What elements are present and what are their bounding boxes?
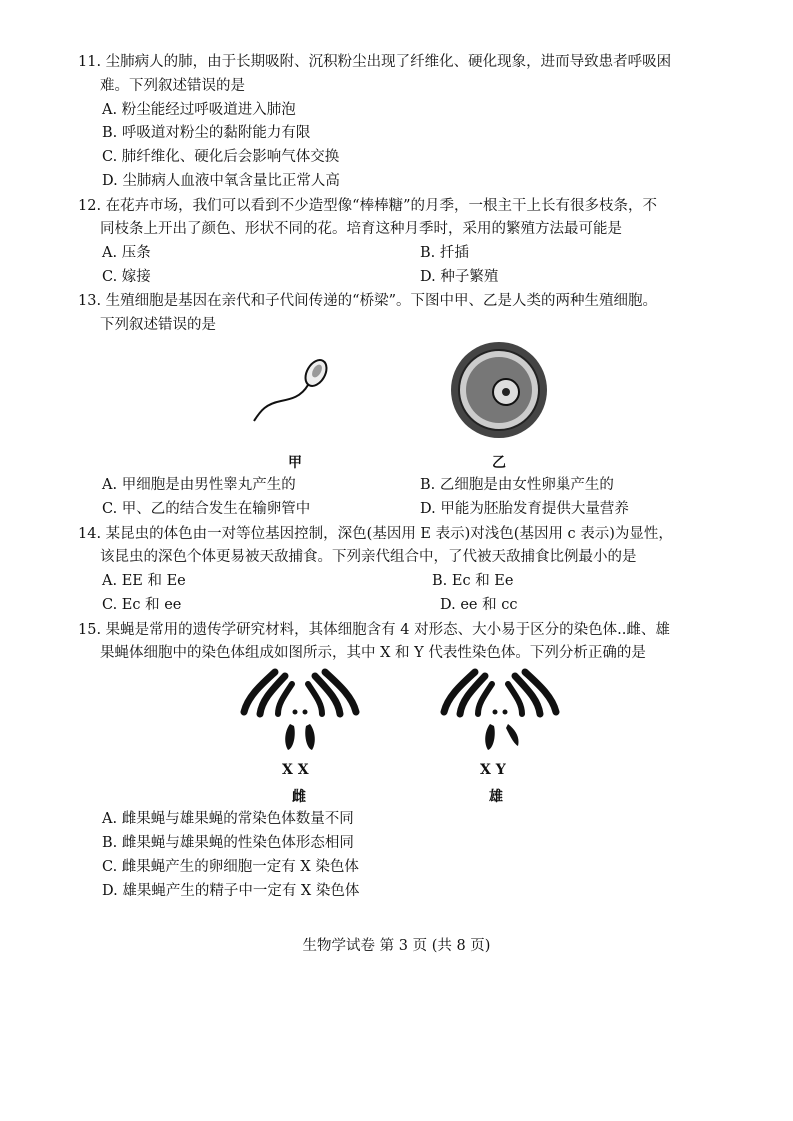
q12-stem-line2: 同枝条上开出了颜色、形状不同的花。培育这种月季时，采用的繁殖方法最可能是 — [100, 221, 622, 237]
q14-option-d[interactable]: D. ee 和 cc — [440, 597, 518, 613]
q13-option-d[interactable]: D. 甲能为胚胎发育提供大量营养 — [420, 501, 629, 517]
egg-cell-figure — [444, 340, 554, 440]
q15-option-c[interactable]: C. 雌果蝇产生的卵细胞一定有 X 染色体 — [102, 859, 359, 875]
q11-stem-line1: 11. 尘肺病人的肺，由于长期吸附、沉积粉尘出现了纤维化、硬化现象，进而导致患者呼吸困 — [78, 54, 672, 70]
q13-option-a[interactable]: A. 甲细胞是由男性睾丸产生的 — [102, 477, 296, 493]
q15-option-d[interactable]: D. 雄果蝇产生的精子中一定有 X 染色体 — [102, 883, 360, 899]
q12-option-a[interactable]: A. 压条 — [102, 245, 151, 261]
sperm-cell-figure — [246, 355, 336, 430]
figure-label-yi: 乙 — [492, 455, 506, 471]
q13-option-b[interactable]: B. 乙细胞是由女性卵巢产生的 — [420, 477, 614, 493]
q13-stem-line2: 下列叙述错误的是 — [100, 317, 216, 333]
q11-option-b[interactable]: B. 呼吸道对粉尘的黏附能力有限 — [102, 125, 311, 141]
q14-option-b[interactable]: B. Ec 和 Ee — [432, 573, 514, 589]
q15-stem-line1: 15. 果蝇是常用的遗传学研究材料，其体细胞含有 4 对形态、大小易于区分的染色体..雌、雄 — [78, 622, 670, 638]
q15-option-b[interactable]: B. 雌果蝇与雄果蝇的性染色体形态相同 — [102, 835, 354, 851]
q12-option-d[interactable]: D. 种子繁殖 — [420, 269, 499, 285]
q11-option-d[interactable]: D. 尘肺病人血液中氧含量比正常人高 — [102, 173, 340, 189]
q15-option-a[interactable]: A. 雌果蝇与雄果蝇的常染色体数量不同 — [102, 811, 354, 827]
q13-option-c[interactable]: C. 甲、乙的结合发生在输卵管中 — [102, 501, 311, 517]
male-label: 雄 — [489, 789, 503, 805]
q12-option-c[interactable]: C. 嫁接 — [102, 269, 151, 285]
female-chromosome-figure — [240, 668, 360, 758]
male-chromosome-label: X Y — [480, 762, 506, 778]
q14-stem-line1: 14. 某昆虫的体色由一对等位基因控制，深色(基因用 E 表示)对浅色(基因用 c 表示)为显性， — [78, 526, 673, 542]
q12-stem-line1: 12. 在花卉市场，我们可以看到不少造型像“棒棒糖”的月季，一根主干上长有很多枝条，不 — [78, 198, 657, 214]
page-footer: 生物学试卷 第 3 页 (共 8 页) — [302, 938, 491, 954]
q12-option-b[interactable]: B. 扦插 — [420, 245, 469, 261]
q14-option-a[interactable]: A. EE 和 Ee — [102, 573, 186, 589]
q11-option-c[interactable]: C. 肺纤维化、硬化后会影响气体交换 — [102, 149, 340, 165]
male-chromosome-figure — [440, 668, 560, 758]
q14-stem-line2: 该昆虫的深色个体更易被天敌捕食。下列亲代组合中，了代被天敌捕食比例最小的是 — [100, 549, 637, 565]
female-chromosome-label: X X — [282, 762, 309, 778]
q14-option-c[interactable]: C. Ec 和 ee — [102, 597, 182, 613]
figure-label-jia: 甲 — [288, 455, 302, 471]
q15-stem-line2: 果蝇体细胞中的染色体组成如图所示，其中 X 和 Y 代表性染色体。下列分析正确的是 — [100, 645, 646, 661]
female-label: 雌 — [292, 789, 306, 805]
q13-stem-line1: 13. 生殖细胞是基因在亲代和子代间传递的“桥梁”。下图中甲、乙是人类的两种生殖细胞。 — [78, 293, 657, 309]
q11-stem-line2: 难。下列叙述错误的是 — [100, 78, 245, 94]
q11-option-a[interactable]: A. 粉尘能经过呼吸道进入肺泡 — [102, 102, 296, 118]
